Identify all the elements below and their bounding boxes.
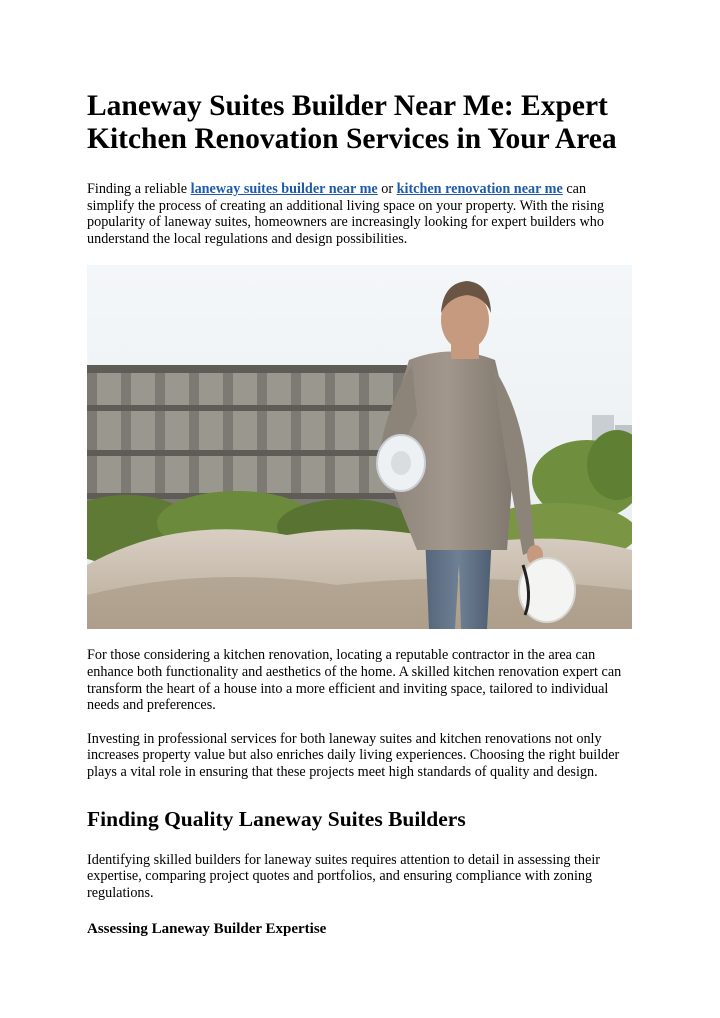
body-paragraph-investing: Investing in professional services for both laneway suites and kitchen renovations not only increases property value but also enriches daily living experiences. Choosing the right builder plays a vital role in ensuring that these projects meet high standards of quality and design. (87, 730, 620, 780)
document-page (87, 90, 635, 938)
intro-text-after: can simplify the process of creating an additional living space on your property. With the rising popularity of laneway suites, homeowners are increasingly looking for expert builders who understand the local regulations and design possibilities. (87, 181, 605, 247)
intro-text-before: Finding a reliable (87, 181, 191, 197)
page-title: Laneway Suites Builder Near Me: Expert Kitchen Renovation Services in Your Area (87, 90, 617, 155)
subsection-heading: Assessing Laneway Builder Expertise (87, 921, 327, 938)
body-paragraph-identifying: Identifying skilled builders for laneway suites requires attention to detail in assessing their expertise, comparing project quotes and portfolios, and ensuring compliance with zoning regulations. (87, 851, 600, 901)
intro-paragraph (87, 181, 635, 247)
laneway-suites-link[interactable]: laneway suites builder near me (190, 181, 378, 197)
section-heading: Finding Quality Laneway Suites Builders (87, 806, 466, 831)
intro-text-middle: or (377, 181, 397, 197)
hero-image (87, 265, 632, 629)
body-paragraph-kitchen: For those considering a kitchen renovation, locating a reputable contractor in the area can enhance both functionality and aesthetics of the home. A skilled kitchen renovation expert can transform the heart of a house into a more efficient and inviting space, tailored to individual needs and preferences. (87, 647, 622, 714)
kitchen-renovation-link[interactable]: kitchen renovation near me (396, 181, 563, 197)
